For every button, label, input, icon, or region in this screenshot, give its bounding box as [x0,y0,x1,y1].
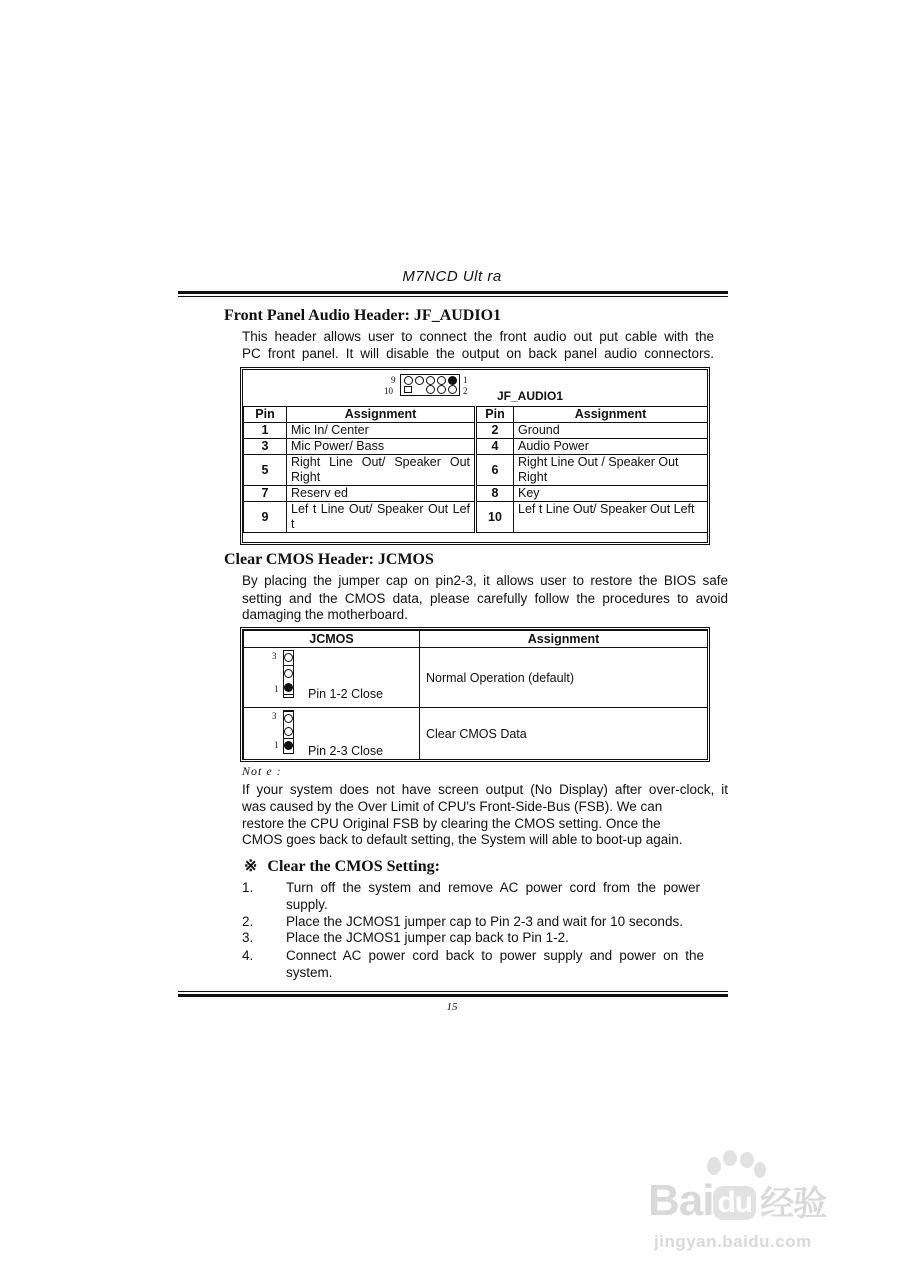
step-number: 2. [242,914,254,929]
audio-desc-line1: This header allows user to connect the front audio out put cable with the [242,329,714,344]
audio-section-title: Front Panel Audio Header: JF_AUDIO1 [224,307,502,324]
watermark-logo-du: du [713,1186,756,1220]
step-text-cont: supply. [286,897,328,912]
note-label: Not e : [242,764,282,778]
audio-pin-table [240,367,710,545]
pin-number: 6 [476,455,514,486]
pin-number: 4 [476,439,514,455]
watermark-logo: Bai [648,1176,714,1225]
jumper-pin1-label: 1 [274,684,279,694]
reference-mark-icon: ※ [244,858,258,875]
table-row [244,455,708,486]
audio-pin1-label: 1 [463,375,468,385]
pin-number: 3 [244,439,287,455]
col-assignment: Assignment [420,631,708,648]
step-text-cont: system. [286,965,333,980]
jumper-cell [244,708,420,760]
pin-assignment: Audio Power [514,439,708,455]
jumper-caption: Pin 2-3 Close [308,744,384,758]
pin-number: 10 [476,502,514,533]
step-text: Place the JCMOS1 jumper cap back to Pin 1-2. [286,930,569,945]
step-text: Connect AC power cord back to power supply and power on the [286,948,704,963]
pin-assignment: Ground [514,423,708,439]
watermark-cn: 经验 [760,1185,827,1223]
pin-number: 5 [244,455,287,486]
col-jcmos: JCMOS [244,631,420,648]
table-row [244,423,708,439]
pin-assignment: Reserv ed [287,486,476,502]
note-line2: was caused by the Over Limit of CPU's Front-Side-Bus (FSB). We can [242,799,663,814]
table-row [244,502,708,533]
cmos-assignment: Normal Operation (default) [420,648,708,708]
header-rule-thick [178,291,728,294]
note-line3: restore the CPU Original FSB by clearing the CMOS setting. Once the [242,816,661,831]
pin-assignment: Key [514,486,708,502]
pin-number: 1 [244,423,287,439]
pin-assignment: Mic Power/ Bass [287,439,476,455]
audio-pin10-label: 10 [384,386,393,396]
baidu-watermark [640,1150,870,1260]
step-number: 3. [242,930,254,945]
pin-number: 9 [244,502,287,533]
jumper-2-3-icon [283,710,294,754]
pin-assignment: Right Line Out/ Speaker Out Right [287,455,476,486]
footer-rule-thick [178,994,728,997]
col-pin-left: Pin [244,407,287,423]
pin-assignment: Lef t Line Out/ Speaker Out Lef t [287,502,476,533]
cmos-assign-table [243,630,708,760]
cmos-section-title: Clear CMOS Header: JCMOS [224,551,434,568]
cmos-desc-line2: setting and the CMOS data, please carefully follow the procedures to avoid [242,591,728,606]
jumper-pin3-label: 3 [272,651,277,661]
cmos-desc-line3: damaging the motherboard. [242,607,408,622]
audio-connector-icon [400,374,460,396]
table-row [244,439,708,455]
audio-pin2-label: 2 [463,386,468,396]
audio-pin9-label: 9 [391,375,396,385]
header-rule-thin [178,296,728,297]
pin-number: 8 [476,486,514,502]
cmos-desc-line1: By placing the jumper cap on pin2-3, it allows user to restore the BIOS safe [242,573,728,588]
col-pin-right: Pin [476,407,514,423]
audio-assign-table [243,406,708,533]
steps-title-text: Clear the CMOS Setting: [267,858,440,875]
table-row [244,486,708,502]
pin-assignment: Mic In/ Center [287,423,476,439]
cmos-assignment: Clear CMOS Data [420,708,708,760]
jumper-cell [244,648,420,708]
table-row [244,648,708,708]
step-number: 4. [242,948,254,963]
jumper-caption: Pin 1-2 Close [308,687,384,701]
note-line4: CMOS goes back to default setting, the System will able to boot-up again. [242,832,683,847]
table-row [244,708,708,760]
pin-number: 2 [476,423,514,439]
audio-diagram-label: JF_AUDIO1 [497,389,564,403]
jumper-1-2-icon [283,650,294,698]
note-line1: If your system does not have screen output (No Display) after over-clock, it [242,782,728,797]
steps-title [244,856,440,876]
col-assignment-left: Assignment [287,407,476,423]
audio-diagram [243,370,707,406]
jumper-pin1-label: 1 [274,740,279,750]
pin-number: 7 [244,486,287,502]
step-number: 1. [242,880,254,895]
step-text: Place the JCMOS1 jumper cap to Pin 2-3 and wait for 10 seconds. [286,914,683,929]
step-text: Turn off the system and remove AC power cord from the power [286,880,700,895]
pin-assignment: Right Line Out / Speaker Out Right [514,455,708,486]
document-header-title: M7NCD Ult ra [402,268,502,285]
watermark-url: jingyan.baidu.com [654,1232,812,1251]
page-number: 15 [446,1001,458,1013]
audio-desc-line2: PC front panel. It will disable the output on back panel audio connectors. [242,346,714,361]
footer-rule-thin [178,991,728,992]
jumper-pin3-label: 3 [272,711,277,721]
col-assignment-right: Assignment [514,407,708,423]
cmos-table [240,627,710,762]
pin-assignment: Lef t Line Out/ Speaker Out Left [514,502,708,533]
